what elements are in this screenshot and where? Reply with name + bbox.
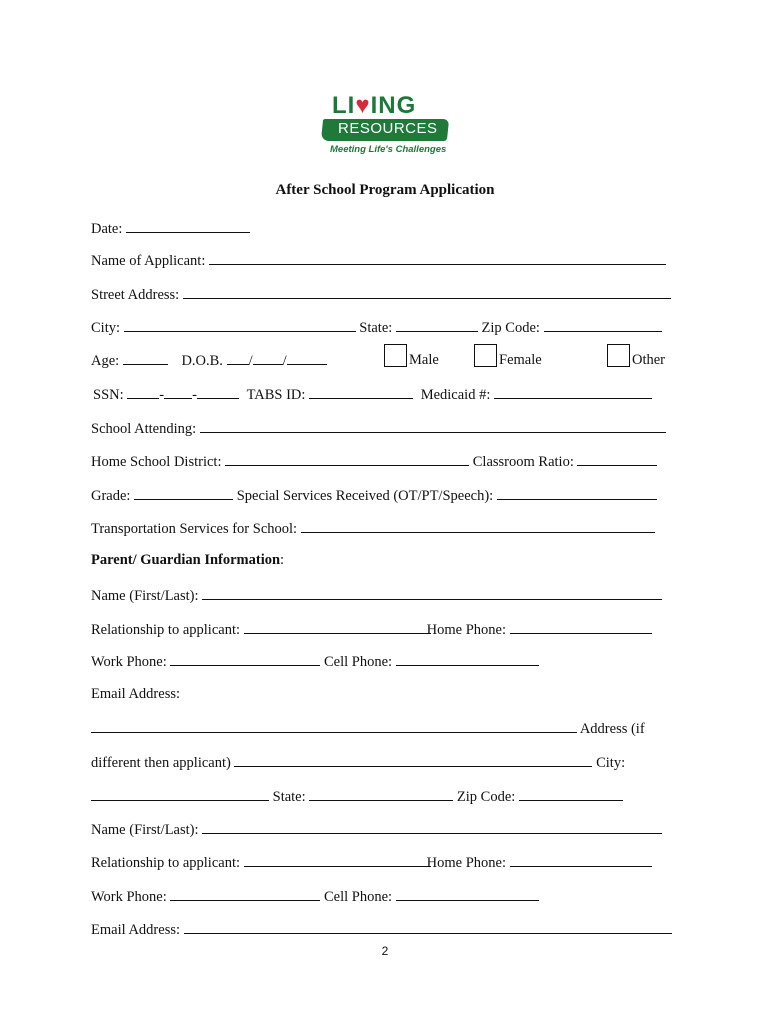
transport-label: Transportation Services for School: [91, 521, 298, 537]
male-option[interactable] [384, 344, 439, 369]
parent1-cell-phone-field[interactable] [396, 651, 539, 666]
logo-tagline: Meeting Life's Challenges [330, 144, 447, 155]
parent1-name-label: Name (First/Last): [91, 588, 199, 604]
parent2-email-field[interactable] [184, 919, 672, 934]
page-title: After School Program Application [275, 182, 495, 198]
date-label: Date: [91, 221, 123, 237]
state-label: State: [359, 320, 393, 336]
district-label: Home School District: [91, 454, 222, 470]
school-field[interactable] [200, 418, 666, 433]
district-row [91, 451, 657, 471]
age-label: Age: [91, 353, 120, 369]
logo-resources-text: RESOURCES [338, 120, 438, 137]
ssn-label: SSN: [93, 387, 124, 403]
parent-heading: Parent/ Guardian Information [91, 552, 281, 568]
parent2-home-phone-field[interactable] [510, 852, 652, 867]
street-field[interactable] [183, 284, 671, 299]
parent2-relationship-field[interactable] [244, 852, 431, 867]
parent-heading-row [91, 551, 284, 569]
grade-label: Grade: [91, 488, 131, 504]
dob-month-field[interactable] [227, 350, 249, 365]
medicaid-label: Medicaid #: [420, 387, 491, 403]
ratio-label: Classroom Ratio: [472, 454, 574, 470]
grade-row [91, 485, 657, 505]
school-row [91, 418, 666, 438]
ssn-row: SSN: - - TABS ID: Medicaid #: [93, 384, 652, 404]
parent1-work-row [91, 651, 539, 671]
city-row [91, 317, 662, 337]
parent2-home-phone-label: Home Phone: [426, 855, 506, 871]
parent2-email-row [91, 919, 672, 939]
date-row [91, 218, 250, 238]
female-checkbox[interactable] [474, 344, 497, 367]
tabs-field[interactable] [309, 384, 413, 399]
date-field[interactable] [126, 218, 250, 233]
parent2-name-row [91, 819, 662, 839]
parent2-name-field[interactable] [202, 819, 662, 834]
parent1-state-field[interactable] [309, 786, 453, 801]
parent2-work-phone-field[interactable] [170, 886, 320, 901]
parent1-different-label: different then applicant) [91, 755, 231, 771]
parent1-name-field[interactable] [202, 585, 662, 600]
parent1-zip-label: Zip Code: [456, 789, 516, 805]
parent1-cell-phone-label: Cell Phone: [324, 654, 393, 670]
street-row [91, 284, 671, 304]
female-option[interactable] [474, 344, 542, 369]
special-label: Special Services Received (OT/PT/Speech): [236, 488, 494, 504]
ssn-part1-field[interactable] [127, 384, 159, 399]
city-field[interactable] [124, 317, 356, 332]
parent1-home-phone-label: Home Phone: [426, 622, 506, 638]
name-applicant-field[interactable] [209, 250, 666, 265]
parent2-email-label: Email Address: [91, 922, 181, 938]
parent2-work-phone-label: Work Phone: [91, 889, 167, 905]
dob-day-field[interactable] [253, 350, 283, 365]
ssn-part2-field[interactable] [164, 384, 192, 399]
other-label: Other [632, 352, 666, 368]
transport-row [91, 518, 655, 538]
name-applicant-label: Name of Applicant: [91, 253, 206, 269]
city-label: City: [91, 320, 121, 336]
parent1-email-row [91, 685, 180, 703]
parent1-work-phone-field[interactable] [170, 651, 320, 666]
parent1-city-label: City: [596, 755, 626, 771]
parent1-email-address-row [91, 718, 645, 738]
parent2-relationship-label: Relationship to applicant: [91, 855, 241, 871]
parent1-email-label: Email Address: [91, 686, 181, 702]
parent1-relationship-field[interactable] [244, 619, 431, 634]
parent2-name-label: Name (First/Last): [91, 822, 199, 838]
dob-label: D.O.B. [181, 353, 223, 369]
parent1-email-field[interactable] [91, 718, 577, 733]
parent1-address-field[interactable] [234, 752, 592, 767]
male-label: Male [409, 352, 439, 368]
parent2-cell-phone-field[interactable] [396, 886, 539, 901]
parent2-work-row [91, 886, 539, 906]
dob-year-field[interactable] [287, 350, 327, 365]
parent1-city-field[interactable] [91, 786, 269, 801]
other-checkbox[interactable] [607, 344, 630, 367]
parent1-state-label: State: [272, 789, 306, 805]
parent1-city-state-row [91, 786, 623, 806]
parent-heading-colon: : [280, 552, 285, 568]
parent1-home-phone-field[interactable] [510, 619, 652, 634]
state-field[interactable] [396, 317, 478, 332]
school-label: School Attending: [91, 421, 197, 437]
living-resources-logo [320, 92, 455, 162]
parent1-address-row [91, 752, 625, 772]
grade-field[interactable] [134, 485, 233, 500]
age-field[interactable] [123, 350, 168, 365]
tabs-label: TABS ID: [246, 387, 306, 403]
other-option[interactable] [607, 344, 665, 369]
special-field[interactable] [497, 485, 657, 500]
male-checkbox[interactable] [384, 344, 407, 367]
ssn-part3-field[interactable] [197, 384, 239, 399]
parent1-relationship-label: Relationship to applicant: [91, 622, 241, 638]
female-label: Female [499, 352, 542, 368]
parent1-name-row [91, 585, 662, 605]
page-number: 2 [381, 944, 389, 958]
parent1-zip-field[interactable] [519, 786, 623, 801]
transport-field[interactable] [301, 518, 655, 533]
heart-icon: ♥ [355, 92, 371, 119]
parent1-work-phone-label: Work Phone: [91, 654, 167, 670]
name-applicant-row [91, 250, 666, 270]
parent2-cell-phone-label: Cell Phone: [324, 889, 393, 905]
district-field[interactable] [225, 451, 469, 466]
parent1-relationship-row [91, 619, 652, 639]
parent1-address-if-label: Address (if [579, 721, 645, 737]
zip-field[interactable] [544, 317, 662, 332]
age-row: Age: D.O.B. / / [91, 350, 327, 370]
parent2-relationship-row [91, 852, 652, 872]
medicaid-field[interactable] [494, 384, 652, 399]
street-label: Street Address: [91, 287, 180, 303]
ratio-field[interactable] [577, 451, 657, 466]
zip-label: Zip Code: [481, 320, 540, 336]
logo-living-text: LI♥ING [332, 92, 417, 119]
